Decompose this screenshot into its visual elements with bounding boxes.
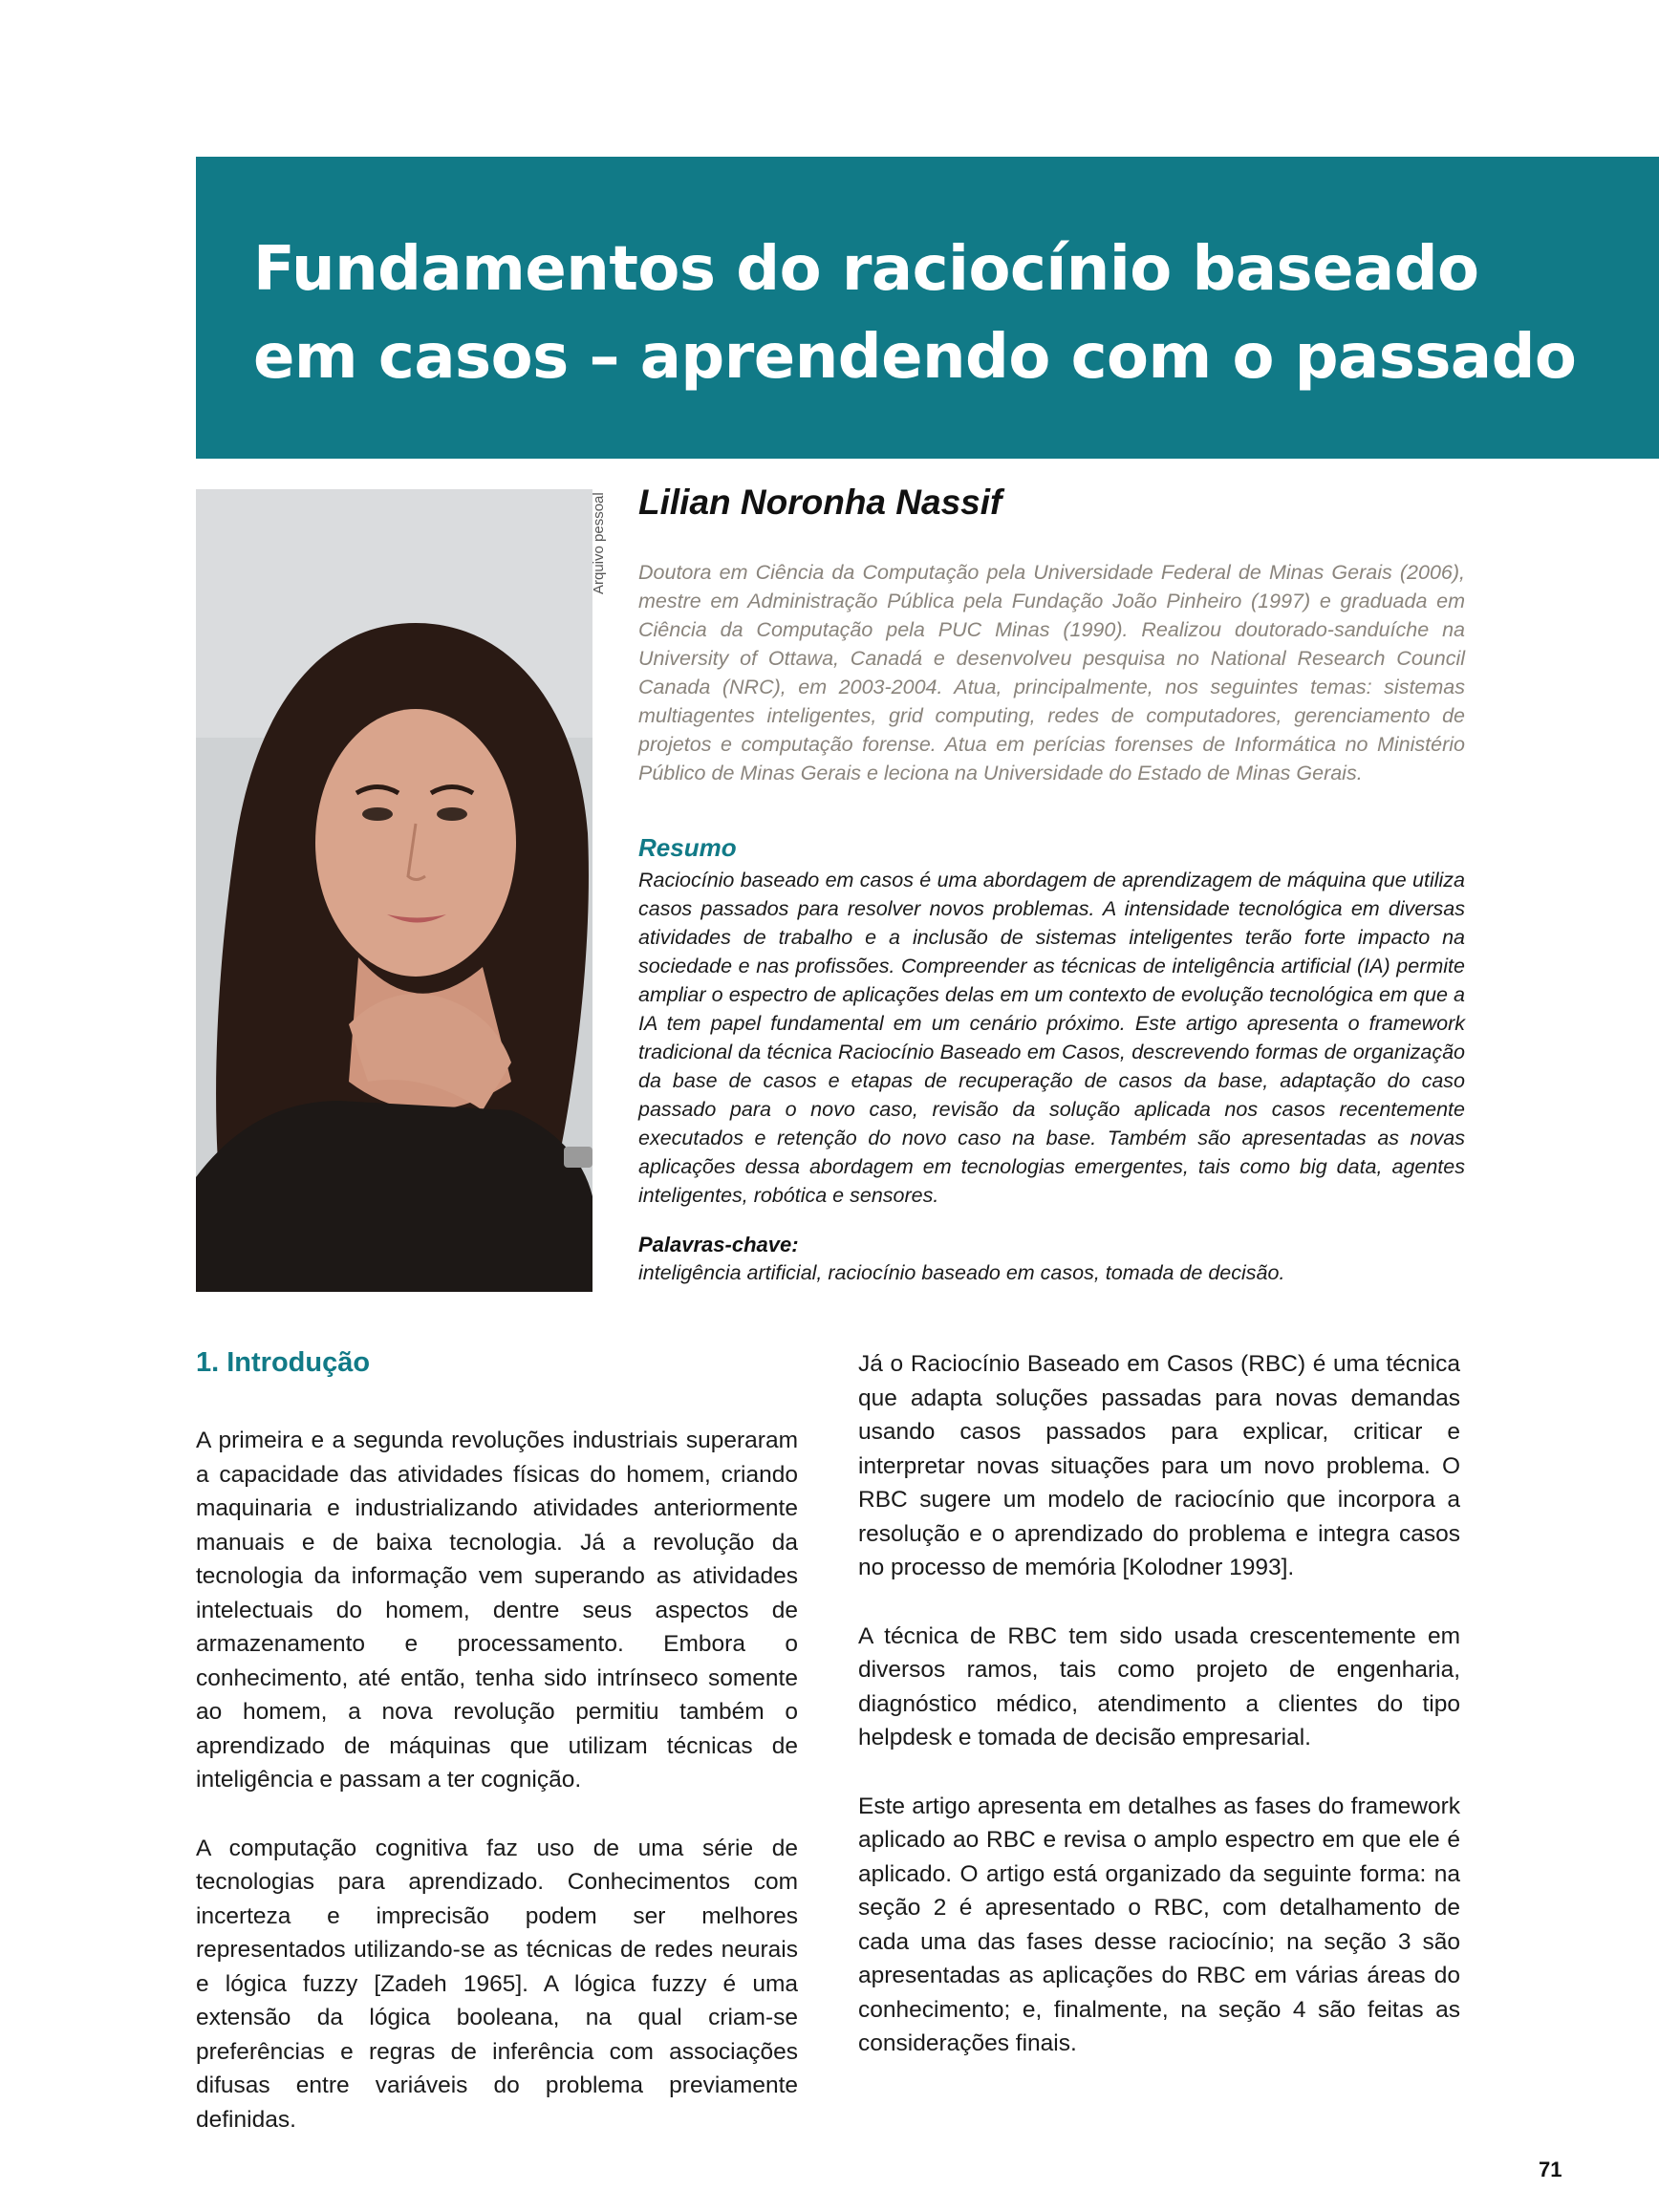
article-title: [253, 225, 1576, 401]
author-bio: Doutora em Ciência da Computação pela Universidade Federal de Minas Gerais (2006), mestre em Administração Pública pela Fundação João Pinheiro (1997) e graduada em Ciência da Computação pela PUC Minas (1990). Realizou doutorado-sanduíche na University of Ottawa, Canadá e desenvolveu pesquisa no National Research Council Canada (NRC), em 2003-2004. Atua, principalmente, nos seguintes temas: sistemas multiagentes inteligentes, grid computing, redes de computadores, gerenciamento de projetos e computação forense. Atua em perícias forenses de Informática no Ministério Público de Minas Gerais e leciona na Universidade do Estado de Minas Gerais.: [638, 561, 1465, 784]
abstract-text: Raciocínio baseado em casos é uma abordagem de aprendizagem de máquina que utiliza casos passados para resolver novos problemas. A intensidade tecnológica em diversas atividades de trabalho e a inclusão de sistemas inteligentes terão forte impacto na sociedade e nas profissões. Compreender as técnicas de inteligência artificial (IA) permite ampliar o espectro de aplicações delas em um contexto de evolução tecnológica em que a IA tem papel fundamental em um cenário próximo. Este artigo apresenta o framework tradicional da técnica Raciocínio Baseado em Casos, descrevendo formas de organização da base de casos e etapas de recuperação de casos da base, adaptação do caso passado para o novo caso, revisão da solução aplicada nos casos recentemente executados e retenção do novo caso na base. Também são apresentadas as novas aplicações dessa abordagem em tecnologias emergentes, tais como big data, agentes inteligentes, robótica e sensores.: [638, 869, 1465, 1207]
author-name: Lilian Noronha Nassif: [638, 483, 1002, 522]
paragraph: A primeira e a segunda revoluções industriais superaram a capacidade das atividades físicas do homem, criando maquinaria e industrializando atividades anteriormente manuais e de baixa tecnologia. Já a revolução da tecnologia da informação vem superando as atividades intelectuais do homem, dentre seus aspectos de armazenamento e processamento. Embora o conhecimento, até então, tenha sido intrínseco somente ao homem, a nova revolução permitiu também o aprendizado de máquinas que utilizam técnicas de inteligência e passam a ter cognição.: [196, 1428, 798, 1793]
keywords-text: inteligência artificial, raciocínio baseado em casos, tomada de decisão.: [638, 1261, 1285, 1284]
article-title-line-2: em casos – aprendendo com o passado: [253, 322, 1577, 393]
abstract-heading: Resumo: [638, 833, 737, 862]
author-portrait-illustration: [196, 489, 592, 1292]
paragraph: A computação cognitiva faz uso de uma série de tecnologias para aprendizado. Conhecimentos com incerteza e imprecisão podem ser melhores representados utilizando-se as técnicas de redes neurais e lógica fuzzy [Zadeh 1965]. A lógica fuzzy é uma extensão da lógica booleana, na qual criam-se preferências e regras de inferência com associações difusas entre variáveis do problema previamente definidas.: [196, 1835, 798, 2133]
paragraph: Já o Raciocínio Baseado em Casos (RBC) é uma técnica que adapta soluções passadas para novas demandas usando casos passados para explicar, criticar e interpretar novas situações para um novo problema. O RBC sugere um modelo de raciocínio que incorpora a resolução e o aprendizado do problema e integra casos no processo de memória [Kolodner 1993].: [858, 1351, 1460, 1580]
keywords-heading: Palavras-chave:: [638, 1233, 799, 1256]
article-title-line-1: Fundamentos do raciocínio baseado: [253, 234, 1479, 305]
title-banner: [196, 157, 1659, 459]
photo-credit: Arquivo pessoal: [591, 492, 607, 594]
body-column-right: [858, 1347, 1460, 2095]
author-photo: [196, 489, 592, 1292]
section-heading: 1. Introdução: [196, 1347, 371, 1378]
page-number: 71: [1539, 2158, 1562, 2181]
body-column-left: [196, 1424, 798, 2171]
paragraph: Este artigo apresenta em detalhes as fases do framework aplicado ao RBC e revisa o amplo espectro em que ele é aplicado. O artigo está organizado da seguinte forma: na seção 2 é apresentado o RBC, com detalhamento de cada uma das fases desse raciocínio; na seção 3 são apresentadas as aplicações do RBC em várias áreas do conhecimento; e, finalmente, na seção 4 são feitas as considerações finais.: [858, 1793, 1460, 2056]
paragraph: A técnica de RBC tem sido usada crescentemente em diversos ramos, tais como projeto de engenharia, diagnóstico médico, atendimento a clientes do tipo helpdesk e tomada de decisão empresarial.: [858, 1622, 1460, 1750]
